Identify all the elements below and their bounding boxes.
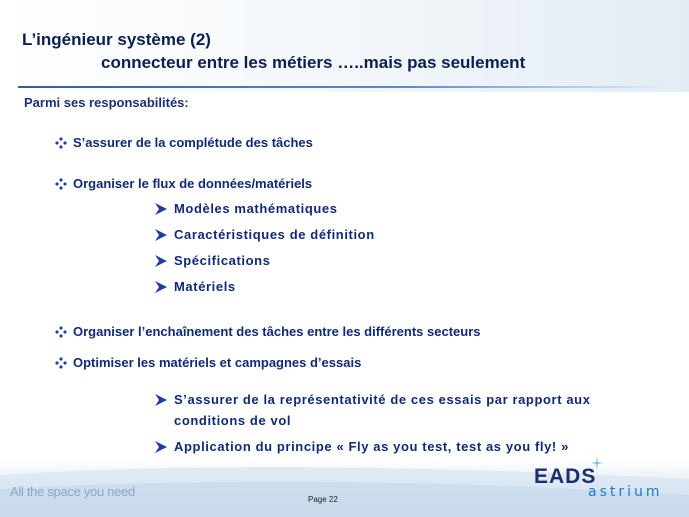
diamond-four-bullet-icon: [55, 357, 67, 369]
list-item: S’assurer de la complétude des tâches: [73, 135, 313, 150]
list-item: Organiser le flux de données/matériels: [73, 176, 313, 191]
logo-eads: EADS: [534, 465, 597, 488]
list-item: Application du principe « Fly as you test, test as you fly! »: [174, 439, 569, 454]
arrowhead-bullet-icon: [155, 203, 167, 215]
arrowhead-bullet-icon: [155, 281, 167, 293]
list-item: Optimiser les matériels et campagnes d’essais: [73, 355, 362, 370]
logo-astrium: astrium: [588, 484, 663, 500]
intro-text: Parmi ses responsabilités:: [24, 95, 189, 110]
diamond-four-bullet-icon: [55, 178, 67, 190]
diamond-four-bullet-icon: [55, 326, 67, 338]
arrowhead-bullet-icon: [155, 394, 167, 406]
page-number: Page 22: [308, 495, 338, 504]
diamond-four-bullet-icon: [55, 137, 67, 149]
tagline: All the space you need: [10, 484, 135, 499]
list-item: Organiser l’enchaînement des tâches entre les différents secteurs: [73, 324, 481, 339]
list-item: Caractéristiques de définition: [174, 227, 375, 242]
list-item-continuation: conditions de vol: [174, 413, 292, 428]
slide-subtitle: connecteur entre les métiers …..mais pas seulement: [101, 53, 526, 72]
title-divider: [18, 86, 668, 88]
list-item: S’assurer de la représentativité de ces essais par rapport aux: [174, 392, 591, 407]
list-item: Modèles mathématiques: [174, 201, 338, 216]
logo-star-icon: [590, 456, 604, 470]
slide-title: L’ingénieur système (2): [22, 30, 211, 49]
list-item: Matériels: [174, 279, 236, 294]
arrowhead-bullet-icon: [155, 255, 167, 267]
arrowhead-bullet-icon: [155, 229, 167, 241]
arrowhead-bullet-icon: [155, 441, 167, 453]
list-item: Spécifications: [174, 253, 271, 268]
